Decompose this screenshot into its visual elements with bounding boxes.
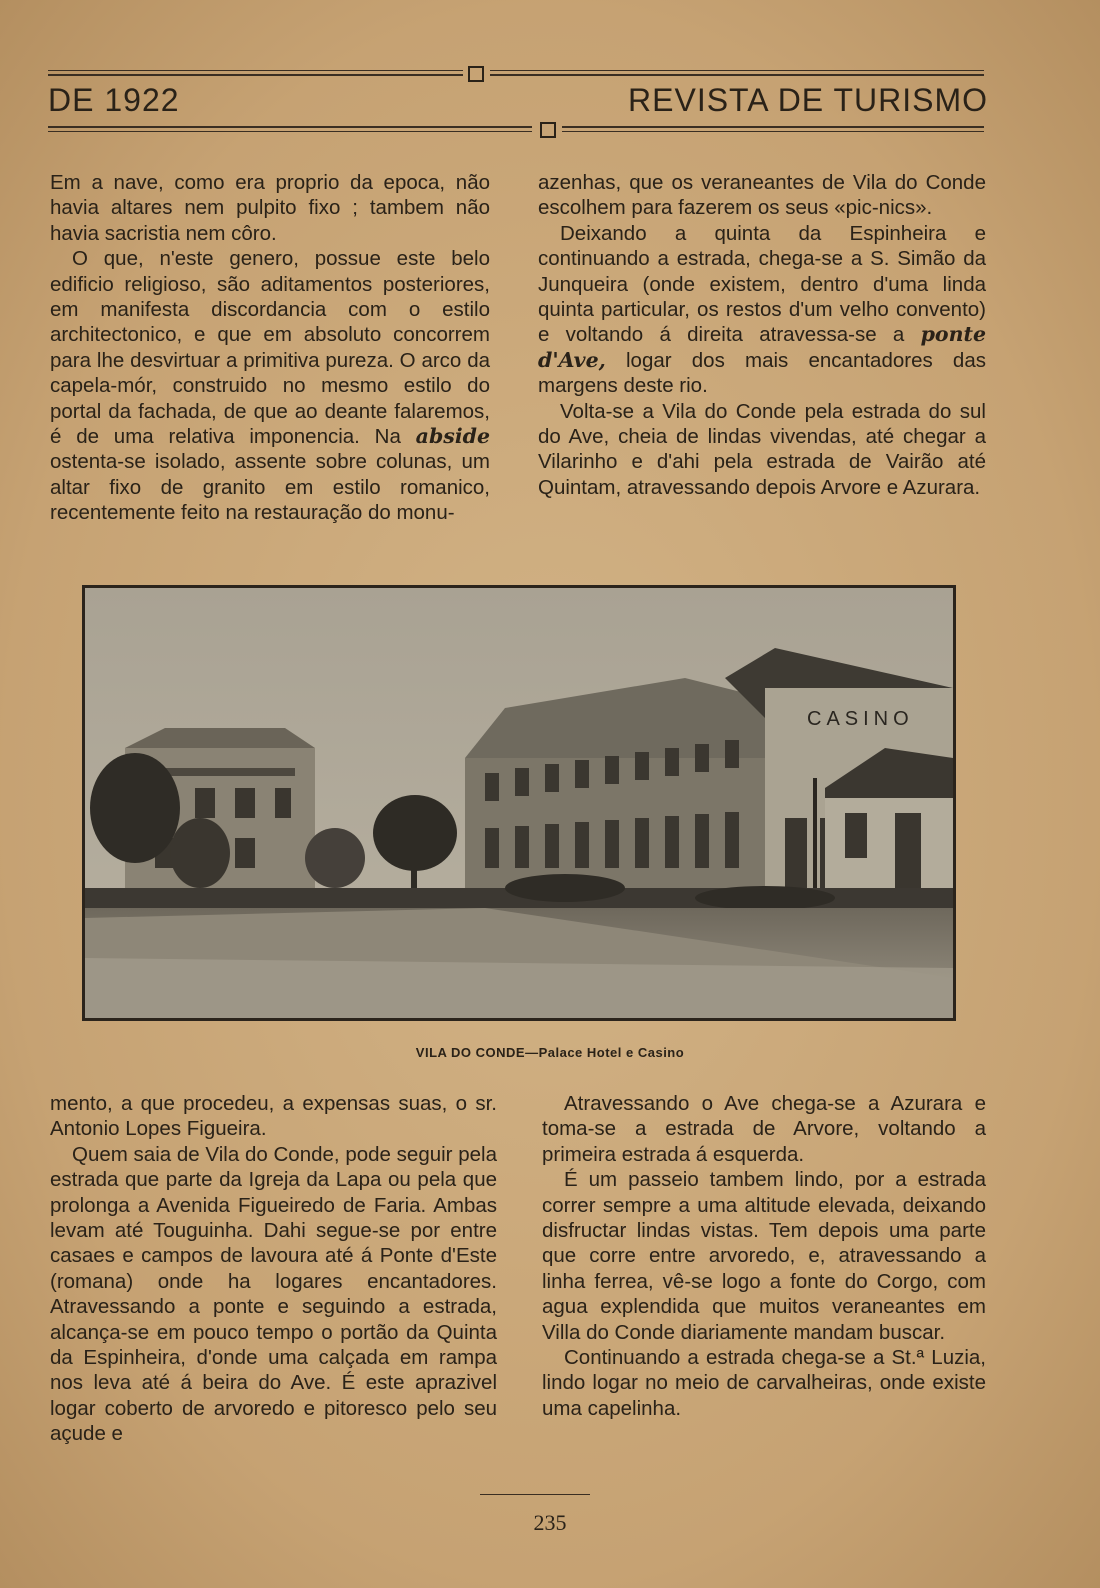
paragraph: Volta-se a Vila do Conde pela estrada do sul do Ave, cheia de lindas vivendas, até chegar a Vilarinho e d'ahi pela estrada de Vairão até Quintam, atravessando depois Arvore e Azurara. — [538, 399, 986, 499]
header-rule-top — [48, 70, 463, 71]
header-title: REVISTA DE TURISMO — [628, 82, 988, 118]
casino-sign: CASINO — [807, 708, 914, 730]
photo-illustration — [85, 588, 953, 1018]
header-date: DE 1922 — [48, 82, 180, 118]
header-rule-top-2 — [48, 74, 463, 76]
paragraph: mento, a que procedeu, a expensas suas, o sr. Antonio Lopes Figueira. — [50, 1092, 497, 1141]
paragraph: Quem saia de Vila do Conde, pode seguir pela estrada que parte da Igreja da Lapa ou pela que prolonga a Avenida Figueiredo de Faria. Ambas levam até Touguinha. Dahi segue-se por entre casaes e campos de lavoura até á Ponte d'Este (romana) onde ha logares encantadores. Atravessando a ponte e seguindo a estrada, alcança-se em pouco tempo o portão da Quinta da Espinheira, d'onde uma calçada em rampa nos leva até á beira do Ave. É este aprazivel logar coberto de arvoredo e pitoresco pelo seu açude e — [50, 1142, 497, 1446]
column-top-right — [538, 170, 986, 500]
header-rule-bottom-right — [562, 126, 984, 128]
header-rule-bottom-right-2 — [562, 131, 984, 132]
column-bottom-left — [50, 1091, 497, 1447]
page-number: 235 — [533, 1510, 567, 1535]
column-bottom-right — [542, 1091, 986, 1421]
paragraph: O que, n'este genero, possue este belo edificio religioso, são aditamentos posteriores, em manifesta discordancia com o estilo architectonico, e que em absoluto concorrem para lhe desvirtuar a primitiva pureza. O arco da capela-mór, construido no mesmo estilo do portal da fachada, de que ao deante falaremos, é de uma relativa imponencia. Na abside ostenta-se isolado, assente sobre colunas, um altar fixo de granito em estilo romanico, recentemente feito na restauração do monu- — [50, 247, 490, 525]
italic-term: abside — [415, 424, 490, 449]
header-rule-bottom-2 — [48, 131, 532, 132]
paragraph: Em a nave, como era proprio da epoca, não havia altares nem pulpito fixo ; tambem não havia sacristia nem côro. — [50, 171, 490, 245]
palace-hotel-building — [465, 678, 765, 898]
header-rule-top-right — [490, 70, 984, 71]
photograph-palace-hotel-casino — [82, 585, 956, 1021]
page-number-rule — [480, 1494, 590, 1495]
italic-term: ponte d'Ave, — [538, 322, 986, 372]
paragraph: Deixando a quinta da Espinheira e continuando a estrada, chega-se a S. Simão da Junqueira (onde existem, dentro d'uma linda quinta particular, os restos d'um velho convento) e voltando á direita atravessa-se a ponte d'Ave, logar dos mais encantadores das margens deste rio. — [538, 221, 986, 398]
paragraph: É um passeio tambem lindo, por a estrada correr sempre a uma altitude elevada, deixando disfructar lindas vistas. Tem depois uma parte que corre entre arvoredo, e, atravessando a linha ferrea, vê-se logo a fonte do Corgo, com agua explendida que muitos veraneantes em Villa do Conde diariamente mandam buscar. — [542, 1168, 986, 1344]
header-rule-bottom — [48, 126, 532, 128]
paragraph: Atravessando o Ave chega-se a Azurara e toma-se a estrada de Arvore, voltando a primeira estrada á esquerda. — [542, 1092, 986, 1166]
header-ornament-box — [468, 66, 484, 82]
column-top-left — [50, 170, 490, 526]
paragraph: Continuando a estrada chega-se a St.ª Luzia, lindo logar no meio de carvalheiras, onde existe uma capelinha. — [542, 1346, 986, 1420]
paragraph: azenhas, que os veraneantes de Vila do Conde escolhem para fazerem os seus «pic-nics». — [538, 171, 986, 220]
header-rule-top-right-2 — [490, 74, 984, 76]
photo-caption: VILA DO CONDE—Palace Hotel e Casino — [415, 1045, 685, 1060]
header-ornament-box-2 — [540, 122, 556, 138]
